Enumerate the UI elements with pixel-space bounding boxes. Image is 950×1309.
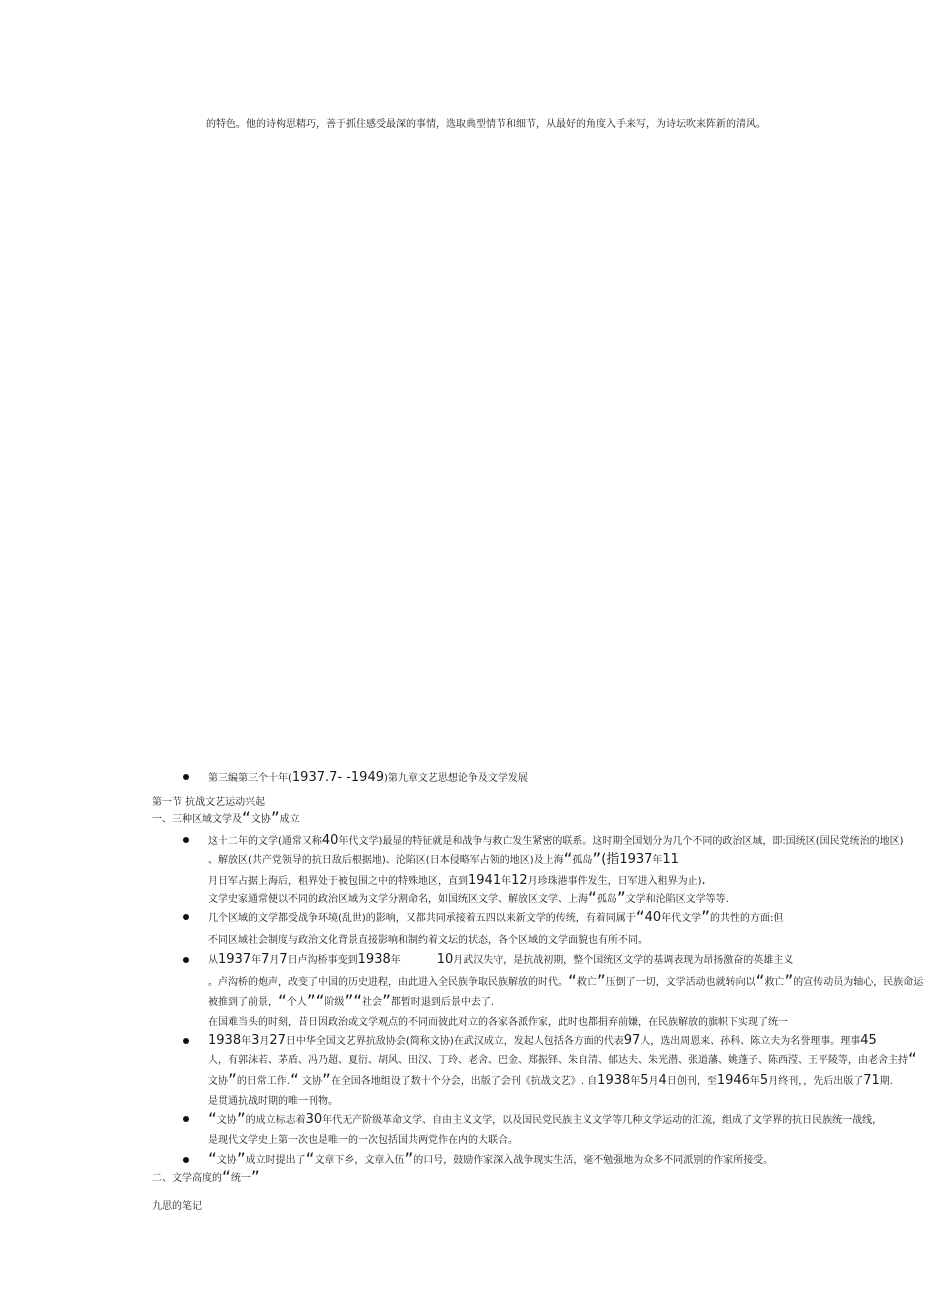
quote-mark: “ bbox=[222, 1168, 231, 1188]
part-suffix: )第九章文艺思想论争及文学发展 bbox=[384, 773, 528, 784]
number: 7 bbox=[279, 952, 288, 967]
span: 这十二年的文学(通常又称 bbox=[208, 836, 322, 847]
quote-mark: “ bbox=[563, 850, 573, 870]
span: 人，选出周恩来、孙科、陈立夫为名誉理事。理事 bbox=[640, 1036, 861, 1047]
quote-mark: ” bbox=[322, 1071, 331, 1091]
span: (指 bbox=[601, 852, 620, 867]
quote-mark: ” bbox=[228, 1071, 237, 1091]
subsection-heading bbox=[152, 809, 300, 829]
quote-mark: ” bbox=[236, 1150, 246, 1170]
span: 文协 bbox=[208, 1076, 228, 1087]
span: 月日军占据上海后，租界处于被包围之中的特殊地区，直到 bbox=[208, 876, 468, 887]
number: 3 bbox=[251, 1033, 260, 1048]
span: 年 bbox=[390, 955, 401, 966]
span: 的成立标志着 bbox=[245, 1115, 306, 1126]
span: 成立时提出了 bbox=[245, 1155, 306, 1166]
bullet-icon bbox=[183, 1157, 189, 1163]
quote-mark: ” bbox=[306, 992, 316, 1012]
span: 年 bbox=[501, 876, 512, 887]
quote-mark: “ bbox=[635, 908, 645, 928]
span: 的共性的方面:但 bbox=[709, 913, 784, 924]
section-heading bbox=[152, 796, 265, 809]
quote-mark: “ bbox=[305, 1150, 315, 1170]
text-line bbox=[208, 908, 784, 928]
span: 、解放区(共产党领导的抗日敌后根据地)、沦陷区(日本侵略军占领的地区)及上海 bbox=[208, 855, 564, 866]
text-line bbox=[208, 1095, 338, 1108]
span: . bbox=[701, 873, 706, 888]
span: 年代无产阶级革命文学、自由主义文学，以及国民党民族主义文学等几种文学运动的汇流，组成了文学界的抗日民族统一战线， bbox=[322, 1115, 883, 1126]
top-text: 的特色。他的诗构思精巧，善于抓住感受最深的事情，选取典型情节和细节，从最好的角度入手来写，为诗坛吹来阵新的清风。 bbox=[206, 119, 766, 130]
bullet-icon bbox=[183, 957, 189, 963]
number: 12 bbox=[511, 873, 528, 888]
number: 5 bbox=[759, 1073, 769, 1088]
quote-mark: “ bbox=[208, 1150, 217, 1170]
number: 4 bbox=[658, 1073, 667, 1088]
span: 是贯通抗战时期的唯一刊物。 bbox=[208, 1096, 338, 1107]
number: 1941 bbox=[468, 873, 502, 888]
span: 月武汉失守，是抗战初期，整个国统区文学的基调表现为昂扬激奋的英雄主义 bbox=[453, 955, 794, 966]
quote-mark: ” bbox=[701, 908, 710, 928]
span: 月 bbox=[269, 955, 280, 966]
number: 7 bbox=[261, 952, 270, 967]
bullet-icon bbox=[183, 837, 189, 843]
span: 社会 bbox=[362, 997, 383, 1008]
span: 文协 bbox=[216, 1115, 237, 1126]
span: 文学和沦陷区文学等等. bbox=[625, 894, 729, 905]
quote-mark: ” bbox=[250, 1168, 260, 1188]
number: 27 bbox=[269, 1033, 286, 1048]
quote-mark: ” bbox=[784, 972, 794, 992]
span: 被推到了前景， bbox=[208, 997, 278, 1008]
span: 不同区域社会制度与政治文化背景直接影响和制约着文坛的状态，各个区域的文学面貌也有所不同。 bbox=[208, 935, 648, 946]
text-line bbox=[206, 118, 766, 131]
bullet-icon bbox=[183, 774, 189, 780]
number: 1938 bbox=[357, 952, 391, 967]
quote-mark: “ bbox=[568, 972, 577, 992]
span: 几个区域的文学都受战争环境(乱世)的影响，又都共同承接着五四以来新文学的传统，有着同属于 bbox=[208, 913, 636, 924]
number: 1938 bbox=[208, 1033, 242, 1048]
text-line bbox=[208, 1034, 877, 1048]
span: 个人 bbox=[286, 997, 307, 1008]
number: 40 bbox=[644, 910, 662, 925]
span: 孤岛 bbox=[572, 855, 593, 866]
number: 5 bbox=[640, 1073, 649, 1088]
text-line bbox=[208, 1150, 774, 1170]
number: 1938 bbox=[597, 1073, 631, 1088]
text-line bbox=[208, 1050, 917, 1070]
span: 压倒了一切，文学活动也就转向以 bbox=[605, 977, 756, 988]
subsection-heading bbox=[152, 1168, 260, 1188]
span: 阶级 bbox=[324, 997, 345, 1008]
quote-mark: “ bbox=[242, 809, 251, 829]
text-line bbox=[208, 1016, 788, 1029]
span: 日卢沟桥事变到 bbox=[287, 955, 358, 966]
span: 日中华全国文艺界抗敌协会(简称文协)在武汉成立，发起人包括各方面的代表 bbox=[285, 1036, 624, 1047]
quote-mark: ” bbox=[270, 809, 280, 829]
quote-mark: ” bbox=[382, 992, 391, 1012]
quote-mark: ” bbox=[596, 972, 606, 992]
text-line bbox=[208, 1071, 893, 1091]
span: 年 bbox=[630, 1076, 641, 1087]
span: 在国难当头的时刻，昔日因政治或文学观点的不同而彼此对立的各家各派作家，此时也都捐弃前嫌，在民族解放的旗帜下实现了统一 bbox=[208, 1017, 788, 1028]
number: 1937 bbox=[218, 952, 252, 967]
quote-mark: “ bbox=[290, 1071, 299, 1091]
number: 71 bbox=[863, 1073, 880, 1088]
span: 月终刊，，先后出版了 bbox=[768, 1076, 864, 1087]
span: 年 bbox=[749, 1076, 760, 1087]
span: 从 bbox=[208, 955, 218, 966]
quote-mark: “ bbox=[278, 992, 287, 1012]
span: 年 bbox=[241, 1036, 252, 1047]
quote-mark: ”“ bbox=[344, 992, 363, 1012]
number: 11 bbox=[662, 852, 679, 867]
span: 的口号，鼓励作家深入战争现实生活，毫不勉强地为众多不同派别的作家所接受。 bbox=[413, 1155, 774, 1166]
span: 月 bbox=[648, 1076, 659, 1087]
span: 的宣传动员为轴心，民族命运 bbox=[793, 977, 924, 988]
quote-mark: “ bbox=[588, 889, 597, 909]
span: 日创刊，至 bbox=[666, 1076, 717, 1087]
text-line bbox=[208, 972, 924, 992]
span: 救亡 bbox=[576, 977, 597, 988]
text-line bbox=[208, 1110, 883, 1130]
bullet-icon bbox=[183, 1116, 189, 1122]
span: 年 bbox=[652, 855, 663, 866]
quote-mark: “ bbox=[755, 972, 765, 992]
bullet-icon bbox=[183, 914, 189, 920]
span: 文协 bbox=[298, 1076, 322, 1087]
part-heading bbox=[208, 771, 528, 785]
span: 在全国各地组设了数十个分会，出版了会刊《抗战文艺》 bbox=[330, 1076, 581, 1087]
number: 45 bbox=[860, 1033, 877, 1048]
span: 年 bbox=[251, 955, 262, 966]
span: 。卢沟桥的炮声，改变了中国的历史进程，由此进入全民族争取民族解放的时代。 bbox=[208, 977, 568, 988]
text-line bbox=[208, 834, 904, 848]
quote-mark: ” bbox=[404, 1150, 414, 1170]
span: 二、文学高度的 bbox=[152, 1173, 222, 1184]
number: 1937 bbox=[619, 852, 653, 867]
text-line bbox=[208, 874, 706, 888]
quote-mark: ” bbox=[236, 1110, 246, 1130]
quote-mark: ” bbox=[592, 850, 602, 870]
number: 97 bbox=[623, 1033, 641, 1048]
footer-text: 九思的笔记 bbox=[152, 1201, 202, 1212]
text-line bbox=[208, 889, 729, 909]
text-line bbox=[208, 992, 495, 1012]
text-line bbox=[208, 1134, 518, 1147]
span: 人，有郭沫若、茅盾、冯乃超、夏衍、胡风、田汉、丁玲、老舍、巴金、郑振铎、朱自清、郁达夫、朱光潜、张道藩、姚蓬子、陈西滢、王平陵等，由老舍主持 bbox=[208, 1055, 908, 1066]
span: 期. bbox=[879, 1076, 893, 1087]
sub1-a: 一、三种区域文学及 bbox=[152, 814, 242, 825]
number: 10 bbox=[436, 952, 454, 967]
span: 文章下乡，文章入伍 bbox=[314, 1155, 405, 1166]
quote-mark: “ bbox=[908, 1050, 917, 1070]
text-line bbox=[208, 934, 648, 947]
span: 年代文学)最显的特征就是和战争与救亡发生紧密的联系。这时期全国划分为几个不同的政治区域，即:国统区(国民党统治的地区) bbox=[338, 836, 904, 847]
footer-note bbox=[152, 1200, 202, 1213]
span: 文协 bbox=[216, 1155, 237, 1166]
span: 是现代文学史上第一次也是唯一的一次包括国共两党作在内的大联合。 bbox=[208, 1135, 518, 1146]
quote-mark: “ bbox=[315, 992, 325, 1012]
bullet-icon bbox=[183, 1038, 189, 1044]
number: 40 bbox=[321, 833, 339, 848]
quote-mark: ” bbox=[616, 889, 626, 909]
number: 30 bbox=[305, 1112, 323, 1127]
span: 都暂时退到后景中去了. bbox=[390, 997, 495, 1008]
sub1-c: 成立 bbox=[279, 814, 300, 825]
span: 的日常工作. bbox=[236, 1076, 290, 1087]
part-prefix: 第三编第三个十年( bbox=[208, 773, 292, 784]
number: 1946 bbox=[716, 1073, 750, 1088]
span: 统一 bbox=[230, 1173, 251, 1184]
section-title: 第一节 抗战文艺运动兴起 bbox=[152, 797, 266, 808]
text-line bbox=[208, 850, 679, 870]
text-line bbox=[208, 953, 793, 967]
quote-mark: “ bbox=[208, 1110, 217, 1130]
span: 孤岛 bbox=[596, 894, 617, 905]
span: 文学史家通常便以不同的政治区域为文学分割命名，如国统区文学、解放区文学、上海 bbox=[208, 894, 588, 905]
span: 月 bbox=[259, 1036, 270, 1047]
part-years: 1937.7- -1949 bbox=[291, 770, 384, 785]
span: . 自 bbox=[580, 1076, 598, 1087]
span: 救亡 bbox=[764, 977, 785, 988]
sub1-b: 文协 bbox=[250, 814, 271, 825]
span: 年代文学 bbox=[661, 913, 702, 924]
span: 月珍珠港事件发生，日军进入租界为止) bbox=[527, 876, 702, 887]
